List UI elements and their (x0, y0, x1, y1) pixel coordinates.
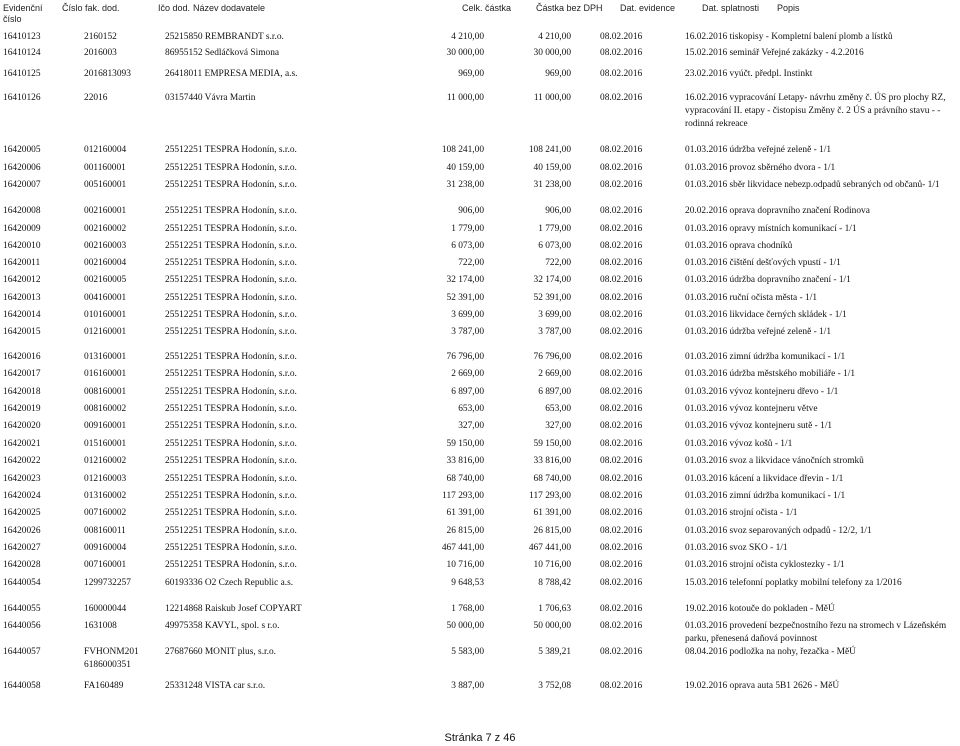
date-due: 15.03.2016 (685, 578, 728, 588)
description: svoz SKO - 1/1 (729, 543, 788, 553)
date-evidence: 08.02.2016 (600, 439, 643, 449)
net-amount: 722,00 (545, 258, 571, 268)
date-due: 19.02.2016 (685, 604, 728, 614)
total-amount: 3 787,00 (451, 327, 484, 337)
date-due: 01.03.2016 (685, 241, 728, 251)
net-amount: 1 706,63 (538, 604, 571, 614)
evidence-number: 16420009 (3, 224, 41, 234)
net-amount: 3 699,00 (538, 310, 571, 320)
description: strojní očista - 1/1 (729, 508, 798, 518)
supplier: 25512251 TESPRA Hodonín, s.r.o. (165, 387, 297, 397)
header-ico: Ičo dod. (158, 3, 191, 13)
date-due: 01.03.2016 (685, 508, 728, 518)
invoice-number: 002160001 (84, 206, 127, 216)
table-header (0, 3, 960, 27)
header-date-due: Dat. splatnosti (702, 3, 760, 13)
net-amount: 30 000,00 (533, 48, 571, 58)
invoice-number: 008160001 (84, 387, 127, 397)
net-amount: 76 796,00 (533, 352, 571, 362)
evidence-number: 16410124 (3, 48, 41, 58)
net-amount: 50 000,00 (533, 621, 571, 631)
net-amount: 653,00 (545, 404, 571, 414)
evidence-number: 16420019 (3, 404, 41, 414)
net-amount: 59 150,00 (533, 439, 571, 449)
total-amount: 6 073,00 (451, 241, 484, 251)
evidence-number: 16420028 (3, 560, 41, 570)
description: zimní údržba komunikací - 1/1 (729, 491, 846, 501)
date-due: 01.03.2016 (685, 474, 728, 484)
supplier: 25512251 TESPRA Hodonín, s.r.o. (165, 206, 297, 216)
supplier: 25512251 TESPRA Hodonín, s.r.o. (165, 508, 297, 518)
evidence-number: 16420025 (3, 508, 41, 518)
date-due: 01.03.2016 (685, 145, 728, 155)
description: provoz sběrného dvora - 1/1 (729, 163, 836, 173)
description: sběr likvidace nebezp.odpadů sebraných od občanů- 1/1 (729, 180, 940, 190)
date-evidence: 08.02.2016 (600, 32, 643, 42)
net-amount: 68 740,00 (533, 474, 571, 484)
description: údržba veřejné zeleně - 1/1 (729, 145, 832, 155)
date-evidence: 08.02.2016 (600, 352, 643, 362)
description: vývoz košů - 1/1 (729, 439, 793, 449)
supplier: 27687660 MONIT plus, s.r.o. (165, 647, 277, 657)
invoice-number: 015160001 (84, 439, 127, 449)
supplier: 03157440 Vávra Martin (165, 93, 256, 103)
evidence-number: 16420026 (3, 526, 41, 536)
description: provedení bezpečnostního řezu na stromech v Lázeňském parku, přenesená daňová povinnost (685, 621, 947, 644)
date-evidence: 08.02.2016 (600, 681, 643, 691)
header-evidence-2: číslo (3, 14, 22, 24)
supplier: 25512251 TESPRA Hodonín, s.r.o. (165, 163, 297, 173)
date-due: 01.03.2016 (685, 439, 728, 449)
total-amount: 68 740,00 (446, 474, 484, 484)
invoice-number: 005160001 (84, 180, 127, 190)
description: údržba veřejné zeleně - 1/1 (729, 327, 832, 337)
date-evidence: 08.02.2016 (600, 180, 643, 190)
date-evidence: 08.02.2016 (600, 224, 643, 234)
net-amount: 2 669,00 (538, 369, 571, 379)
net-amount: 5 389,21 (538, 647, 571, 657)
date-due: 01.03.2016 (685, 180, 728, 190)
description: kácení a likvidace dřevin - 1/1 (729, 474, 844, 484)
net-amount: 969,00 (545, 69, 571, 79)
description: likvidace černých skládek - 1/1 (729, 310, 847, 320)
date-evidence: 08.02.2016 (600, 560, 643, 570)
evidence-number: 16440058 (3, 681, 41, 691)
net-amount: 117 293,00 (529, 491, 571, 501)
description: ruční očista města - 1/1 (729, 293, 818, 303)
supplier: 25512251 TESPRA Hodonín, s.r.o. (165, 456, 297, 466)
supplier: 25512251 TESPRA Hodonín, s.r.o. (165, 145, 297, 155)
supplier: 25512251 TESPRA Hodonín, s.r.o. (165, 180, 297, 190)
total-amount: 10 716,00 (446, 560, 484, 570)
date-due: 01.03.2016 (685, 421, 728, 431)
description: seminář Veřejné zakázky - 4.2.2016 (729, 48, 864, 58)
invoice-number: 004160001 (84, 293, 127, 303)
total-amount: 327,00 (458, 421, 484, 431)
evidence-number: 16420021 (3, 439, 41, 449)
supplier: 25512251 TESPRA Hodonín, s.r.o. (165, 224, 297, 234)
invoice-number: 007160001 (84, 560, 127, 570)
date-evidence: 08.02.2016 (600, 293, 643, 303)
invoice-number: 160000044 (84, 604, 127, 614)
description: vývoz kontejneru větve (729, 404, 818, 414)
evidence-number: 16440057 (3, 647, 41, 657)
invoice-number: 2016813093 (84, 69, 131, 79)
date-evidence: 08.02.2016 (600, 621, 643, 631)
date-evidence: 08.02.2016 (600, 578, 643, 588)
date-evidence: 08.02.2016 (600, 93, 643, 103)
date-due: 19.02.2016 (685, 681, 728, 691)
description: opravy místních komunikací - 1/1 (729, 224, 857, 234)
description: tiskopisy - Kompletní balení plomb a lístků (729, 32, 893, 42)
invoice-number: 22016 (84, 93, 108, 103)
date-evidence: 08.02.2016 (600, 369, 643, 379)
invoice-number: 008160011 (84, 526, 126, 536)
supplier: 60193336 O2 Czech Republic a.s. (165, 578, 294, 588)
description: svoz separovaných odpadů - 12/2, 1/1 (729, 526, 872, 536)
supplier: 25512251 TESPRA Hodonín, s.r.o. (165, 560, 297, 570)
total-amount: 50 000,00 (446, 621, 484, 631)
net-amount: 26 815,00 (533, 526, 571, 536)
date-evidence: 08.02.2016 (600, 206, 643, 216)
total-amount: 6 897,00 (451, 387, 484, 397)
net-amount: 906,00 (545, 206, 571, 216)
total-amount: 33 816,00 (446, 456, 484, 466)
evidence-number: 16410123 (3, 32, 41, 42)
date-evidence: 08.02.2016 (600, 258, 643, 268)
evidence-number: 16420016 (3, 352, 41, 362)
supplier: 86955152 Sedláčková Simona (165, 48, 280, 58)
date-evidence: 08.02.2016 (600, 310, 643, 320)
total-amount: 4 210,00 (451, 32, 484, 42)
evidence-number: 16440056 (3, 621, 41, 631)
header-description: Popis (777, 3, 800, 13)
description: svoz a likvidace vánočních stromků (729, 456, 864, 466)
header-supplier-name: Název dodavatele (193, 3, 266, 13)
evidence-number: 16420020 (3, 421, 41, 431)
net-amount: 40 159,00 (533, 163, 571, 173)
date-due: 01.03.2016 (685, 275, 728, 285)
invoice-number: 007160002 (84, 508, 127, 518)
evidence-number: 16420022 (3, 456, 41, 466)
net-amount: 61 391,00 (533, 508, 571, 518)
date-evidence: 08.02.2016 (600, 456, 643, 466)
supplier: 26418011 EMPRESA MEDIA, a.s. (165, 69, 298, 79)
net-amount: 33 816,00 (533, 456, 571, 466)
total-amount: 2 669,00 (451, 369, 484, 379)
evidence-number: 16440055 (3, 604, 41, 614)
date-due: 15.02.2016 (685, 48, 728, 58)
supplier: 25215850 REMBRANDT s.r.o. (165, 32, 284, 42)
net-amount: 1 779,00 (538, 224, 571, 234)
date-evidence: 08.02.2016 (600, 404, 643, 414)
date-due: 01.03.2016 (685, 491, 728, 501)
supplier: 25512251 TESPRA Hodonín, s.r.o. (165, 293, 297, 303)
supplier: 25512251 TESPRA Hodonín, s.r.o. (165, 241, 297, 251)
evidence-number: 16410125 (3, 69, 41, 79)
total-amount: 30 000,00 (446, 48, 484, 58)
total-amount: 467 441,00 (441, 543, 484, 553)
net-amount: 6 897,00 (538, 387, 571, 397)
net-amount: 3 752,08 (538, 681, 571, 691)
supplier: 25512251 TESPRA Hodonín, s.r.o. (165, 327, 297, 337)
evidence-number: 16440054 (3, 578, 41, 588)
total-amount: 32 174,00 (446, 275, 484, 285)
invoice-number: 010160001 (84, 310, 127, 320)
net-amount: 467 441,00 (528, 543, 571, 553)
date-evidence: 08.02.2016 (600, 327, 643, 337)
date-evidence: 08.02.2016 (600, 543, 643, 553)
date-due: 23.02.2016 (685, 69, 728, 79)
invoice-number: 002160003 (84, 241, 127, 251)
date-due: 01.03.2016 (685, 543, 728, 553)
invoice-number: 012160004 (84, 145, 127, 155)
supplier: 25512251 TESPRA Hodonín, s.r.o. (165, 439, 297, 449)
total-amount: 52 391,00 (446, 293, 484, 303)
date-evidence: 08.02.2016 (600, 69, 643, 79)
description: vyúčt. předpl. Instinkt (729, 69, 813, 79)
evidence-number: 16420023 (3, 474, 41, 484)
total-amount: 108 241,00 (441, 145, 484, 155)
total-amount: 1 768,00 (451, 604, 484, 614)
evidence-number: 16420010 (3, 241, 41, 251)
supplier: 25512251 TESPRA Hodonín, s.r.o. (165, 526, 297, 536)
date-evidence: 08.02.2016 (600, 474, 643, 484)
date-due: 01.03.2016 (685, 293, 728, 303)
header-total: Celk. částka (462, 3, 512, 13)
header-date-evidence: Dat. evidence (620, 3, 676, 13)
total-amount: 9 648,53 (451, 578, 484, 588)
supplier: 25512251 TESPRA Hodonín, s.r.o. (165, 404, 297, 414)
invoice-number: 013160002 (84, 491, 127, 501)
date-due: 01.03.2016 (685, 560, 728, 570)
invoice-number: 1299732257 (84, 578, 131, 588)
date-evidence: 08.02.2016 (600, 48, 643, 58)
header-net: Částka bez DPH (536, 3, 603, 13)
date-due: 01.03.2016 (685, 224, 728, 234)
total-amount: 26 815,00 (446, 526, 484, 536)
supplier: 25512251 TESPRA Hodonín, s.r.o. (165, 491, 297, 501)
evidence-number: 16420008 (3, 206, 41, 216)
invoice-number: 009160001 (84, 421, 127, 431)
net-amount: 3 787,00 (538, 327, 571, 337)
total-amount: 3 699,00 (451, 310, 484, 320)
date-due: 01.03.2016 (685, 352, 728, 362)
invoice-number: 2160152 (84, 32, 117, 42)
net-amount: 327,00 (545, 421, 571, 431)
description: strojní očista cyklostezky - 1/1 (729, 560, 845, 570)
total-amount: 722,00 (458, 258, 484, 268)
date-evidence: 08.02.2016 (600, 387, 643, 397)
date-due: 08.04.2016 (685, 647, 728, 657)
total-amount: 40 159,00 (446, 163, 484, 173)
total-amount: 969,00 (458, 69, 484, 79)
date-evidence: 08.02.2016 (600, 275, 643, 285)
description: vypracování Letapy- návrhu změny č. ÚS pro plochy RZ, vypracování II. etapy - čistopisu Změny č. 2 ÚS a právního stavu - - rodinná rekreace (685, 93, 946, 129)
evidence-number: 16420018 (3, 387, 41, 397)
total-amount: 117 293,00 (442, 491, 484, 501)
net-amount: 8 788,42 (538, 578, 571, 588)
date-evidence: 08.02.2016 (600, 421, 643, 431)
evidence-number: 16420027 (3, 543, 41, 553)
total-amount: 61 391,00 (446, 508, 484, 518)
date-evidence: 08.02.2016 (600, 647, 643, 657)
net-amount: 52 391,00 (533, 293, 571, 303)
total-amount: 1 779,00 (451, 224, 484, 234)
date-evidence: 08.02.2016 (600, 526, 643, 536)
date-due: 16.02.2016 (685, 93, 728, 103)
net-amount: 32 174,00 (533, 275, 571, 285)
total-amount: 906,00 (458, 206, 484, 216)
date-due: 16.02.2016 (685, 32, 728, 42)
total-amount: 5 583,00 (451, 647, 484, 657)
evidence-number: 16420007 (3, 180, 41, 190)
supplier: 25512251 TESPRA Hodonín, s.r.o. (165, 421, 297, 431)
total-amount: 653,00 (458, 404, 484, 414)
date-due: 01.03.2016 (685, 258, 728, 268)
date-due: 01.03.2016 (685, 163, 728, 173)
evidence-number: 16420011 (3, 258, 41, 268)
evidence-number: 16420015 (3, 327, 41, 337)
date-evidence: 08.02.2016 (600, 508, 643, 518)
supplier: 25512251 TESPRA Hodonín, s.r.o. (165, 352, 297, 362)
invoice-number: 2016003 (84, 48, 117, 58)
description: údržba městského mobiliáře - 1/1 (729, 369, 856, 379)
invoice-number: 013160001 (84, 352, 127, 362)
total-amount: 76 796,00 (446, 352, 484, 362)
total-amount: 3 887,00 (451, 681, 484, 691)
net-amount: 4 210,00 (538, 32, 571, 42)
description: oprava chodníků (729, 241, 793, 251)
description: oprava dopravního značení Rodinova (729, 206, 870, 216)
evidence-number: 16420012 (3, 275, 41, 285)
invoice-number: 009160004 (84, 543, 127, 553)
supplier: 25512251 TESPRA Hodonín, s.r.o. (165, 258, 297, 268)
date-due: 01.03.2016 (685, 310, 728, 320)
invoice-number: 016160001 (84, 369, 127, 379)
date-evidence: 08.02.2016 (600, 163, 643, 173)
supplier: 25512251 TESPRA Hodonín, s.r.o. (165, 310, 297, 320)
date-evidence: 08.02.2016 (600, 491, 643, 501)
invoice-number: 002160005 (84, 275, 127, 285)
net-amount: 11 000,00 (533, 93, 571, 103)
invoice-number: FA160489 (84, 681, 124, 691)
evidence-number: 16420013 (3, 293, 41, 303)
net-amount: 31 238,00 (533, 180, 571, 190)
supplier: 49975358 KAVYL, spol. s r.o. (165, 621, 280, 631)
description: kotouče do pokladen - MěÚ (729, 604, 835, 614)
invoice-number: 002160002 (84, 224, 127, 234)
description: podložka na nohy, řezačka - MěÚ (729, 647, 856, 657)
description: telefonní poplatky mobilní telefony za 1/2016 (729, 578, 902, 588)
description: zimní údržba komunikací - 1/1 (729, 352, 846, 362)
invoice-number: 1631008 (84, 621, 117, 631)
supplier: 12214868 Raiskub Josef COPYART (165, 604, 302, 614)
invoice-number: 012160001 (84, 327, 127, 337)
evidence-number: 16410126 (3, 93, 41, 103)
description: vývoz kontejneru sutě - 1/1 (729, 421, 833, 431)
total-amount: 11 000,00 (446, 93, 484, 103)
supplier: 25331248 VISTA car s.r.o. (165, 681, 266, 691)
invoice-number: 012160002 (84, 456, 127, 466)
supplier: 25512251 TESPRA Hodonín, s.r.o. (165, 474, 297, 484)
date-due: 01.03.2016 (685, 526, 728, 536)
date-evidence: 08.02.2016 (600, 604, 643, 614)
evidence-number: 16420006 (3, 163, 41, 173)
date-due: 01.03.2016 (685, 387, 728, 397)
invoice-number: 012160003 (84, 474, 127, 484)
header-invoice-number: Číslo fak. dod. (62, 3, 120, 13)
net-amount: 6 073,00 (538, 241, 571, 251)
page-number: Stránka 7 z 46 (444, 732, 516, 744)
evidence-number: 16420014 (3, 310, 41, 320)
supplier: 25512251 TESPRA Hodonín, s.r.o. (165, 275, 297, 285)
supplier: 25512251 TESPRA Hodonín, s.r.o. (165, 369, 297, 379)
date-due: 01.03.2016 (685, 327, 728, 337)
supplier: 25512251 TESPRA Hodonín, s.r.o. (165, 543, 297, 553)
net-amount: 108 241,00 (528, 145, 571, 155)
date-due: 01.03.2016 (685, 404, 728, 414)
invoice-number: 008160002 (84, 404, 127, 414)
evidence-number: 16420017 (3, 369, 41, 379)
total-amount: 59 150,00 (446, 439, 484, 449)
evidence-number: 16420005 (3, 145, 41, 155)
date-evidence: 08.02.2016 (600, 241, 643, 251)
invoice-number: FVHONM201 6186000351 (84, 647, 139, 670)
header-evidence: Evidenční (3, 3, 43, 13)
date-evidence: 08.02.2016 (600, 145, 643, 155)
description: čištění dešťových vpustí - 1/1 (729, 258, 841, 268)
invoice-number: 002160004 (84, 258, 127, 268)
invoice-number: 001160001 (84, 163, 126, 173)
description: oprava auta 5B1 2626 - MěÚ (729, 681, 840, 691)
net-amount: 10 716,00 (533, 560, 571, 570)
date-due: 01.03.2016 (685, 621, 728, 631)
description: vývoz kontejneru dřevo - 1/1 (729, 387, 839, 397)
date-due: 01.03.2016 (685, 456, 728, 466)
evidence-number: 16420024 (3, 491, 41, 501)
date-due: 20.02.2016 (685, 206, 728, 216)
date-due: 01.03.2016 (685, 369, 728, 379)
total-amount: 31 238,00 (446, 180, 484, 190)
description: údržba dopravního značení - 1/1 (729, 275, 851, 285)
